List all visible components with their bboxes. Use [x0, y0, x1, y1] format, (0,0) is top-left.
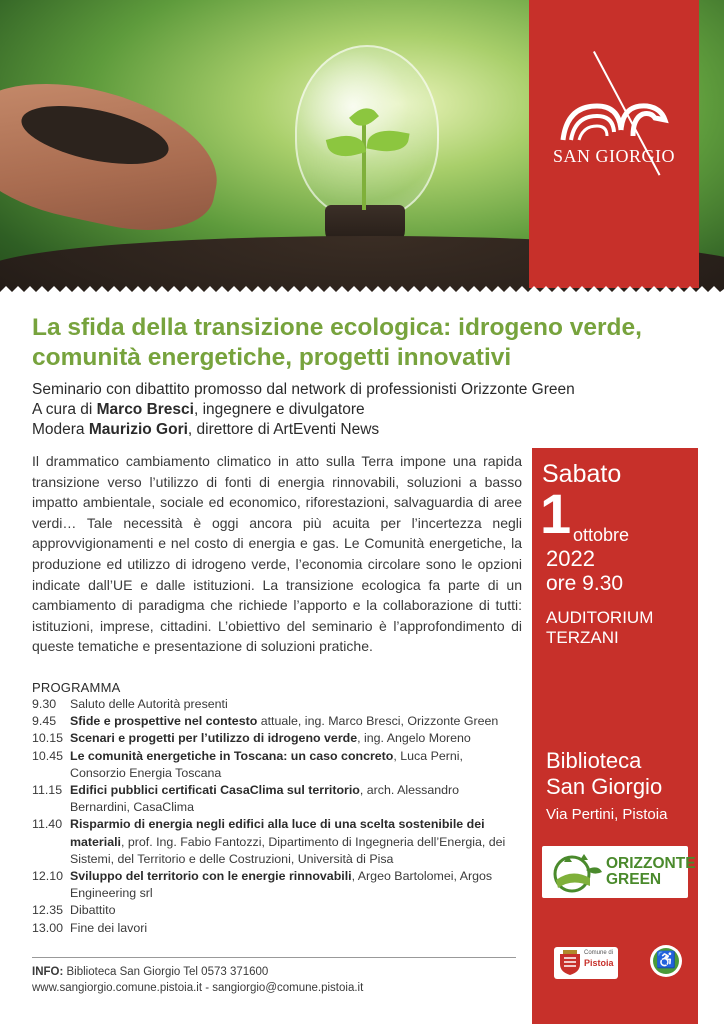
seminar-description: Seminario con dibattito promosso dal network di professionisti Orizzonte Green: [32, 381, 575, 398]
program-item: [32, 748, 522, 782]
comune-name: Pistoia: [584, 958, 614, 968]
program-topic: Sfide e prospettive nel contesto: [70, 714, 258, 729]
program-time: 9.30: [32, 697, 57, 711]
program-time: 12.10: [32, 869, 64, 884]
library-name: Biblioteca San Giorgio: [546, 748, 663, 799]
info-phone: Biblioteca San Giorgio Tel 0573 371600: [63, 966, 269, 978]
program-topic: Risparmio di energia negli edifici alla luce di una scelta sostenibile dei materiali: [70, 817, 485, 849]
info-block: [32, 964, 363, 996]
program-item: [32, 868, 522, 902]
program-speaker: Saluto delle Autorità presenti: [70, 697, 228, 711]
program-description: [70, 920, 522, 937]
event-details-panel: [532, 448, 698, 1024]
program-time: 11.40: [32, 817, 63, 832]
program-time: 11.15: [32, 783, 63, 798]
program-item: [32, 730, 522, 747]
library-address: Via Pertini, Pistoia: [546, 806, 668, 823]
program-topic: Scenari e progetti per l’utilizzo di idrogeno verde: [70, 731, 358, 746]
program-description: [70, 782, 522, 816]
curator-name: Marco Bresci: [96, 401, 194, 418]
program-description: [70, 816, 522, 868]
program-topic: Le comunità energetiche in Toscana: un caso concreto: [70, 748, 394, 763]
event-year: 2022: [546, 546, 595, 571]
info-label: INFO:: [32, 966, 64, 978]
zigzag-divider: [0, 280, 724, 300]
program-speaker: , arch. Alessandro Bernardini, CasaClima: [70, 783, 460, 815]
program-speaker: , ing. Angelo Moreno: [357, 731, 471, 746]
program-item: [32, 920, 522, 937]
partner-name-line1: ORIZZONTE: [606, 855, 696, 872]
program-time: 10.15: [32, 731, 64, 746]
brand-ribbon: [529, 0, 699, 288]
program-description: [70, 868, 522, 902]
footer-logos: [532, 943, 698, 983]
program-item: [32, 713, 522, 730]
program-time: 12.35: [32, 903, 64, 918]
program-time: 13.00: [32, 920, 64, 935]
program-heading: PROGRAMMA: [32, 680, 121, 695]
comune-label: Comune di: [584, 950, 614, 956]
program-speaker: , prof. Ing. Fabio Fantozzi, Dipartimento di Ingegneria dell’Energia, dei Sistemi, del Territorio e delle Costruzioni, Università di Pisa: [70, 834, 506, 866]
program-time: 10.45: [32, 748, 64, 763]
program-item: [32, 902, 522, 919]
event-day: Sabato: [542, 460, 622, 488]
program-description: [70, 748, 522, 782]
program-time: 9.45: [32, 714, 57, 729]
partner-name-line2: GREEN: [606, 871, 662, 888]
curator-line: A cura di Marco Bresci, ingegnere e divulgatore: [32, 401, 365, 418]
san-giorgio-logo-icon: [557, 96, 671, 146]
event-month: ottobre: [573, 525, 630, 545]
comune-pistoia-logo: [554, 947, 618, 979]
subheading-block: [32, 380, 712, 440]
program-description: [70, 696, 522, 713]
sprout-stem: [362, 120, 366, 210]
brand-name: SAN GIORGIO: [553, 146, 675, 166]
program-speaker: Fine dei lavori: [70, 920, 148, 935]
globe-leaf-icon: [546, 850, 606, 894]
program-topic: Sviluppo del territorio con le energie rinnovabili: [70, 869, 352, 884]
program-speaker: , Argeo Bartolomei, Argos Engineering srl: [70, 869, 493, 901]
accessibility-badge: [650, 945, 682, 977]
program-speaker: attuale, ing. Marco Bresci, Orizzonte Green: [257, 714, 499, 729]
moderator-name: Maurizio Gori: [88, 421, 188, 438]
program-description: [70, 902, 522, 919]
program-description: [70, 730, 522, 747]
program-list: [32, 696, 522, 937]
event-time: ore 9.30: [546, 572, 624, 595]
lightbulb-illustration: [295, 45, 439, 219]
program-speaker: Dibattito: [70, 903, 116, 918]
program-topic: Edifici pubblici certificati CasaClima sul territorio: [70, 783, 360, 798]
body-paragraph: Il drammatico cambiamento climatico in atto sulla Terra impone una rapida transizione verso l’utilizzo di fonti di energia rinnovabili, soluzioni a basso impatto ambientale, sociale ed economico, riforestazioni, salvaguardia di aree verdi… Tale necessità è oggi ancora più acuita per l’incertezza negli approvvigionamenti e nel costo di energia e gas. Le Comunità energetiche, la produzione ed utilizzo di idrogeno verde, l’economia circolare sono le opzioni indicate dall’UE e dalle istituzioni. La transizione ecologica fa parte di un cambiamento di paradigma che richiede l’apporto e la collaborazione di tutti: istituzioni, imprese, cittadini. L’obiettivo del seminario è l’approfondimento di queste tematiche e presentazione di soluzioni pratiche.: [32, 453, 522, 655]
page-title: La sfida della transizione ecologica: idrogeno verde, comunità energetiche, progetti innovativi: [32, 314, 642, 371]
orizzonte-green-logo: [542, 846, 696, 898]
program-description: [70, 713, 522, 730]
program-item: [32, 782, 522, 816]
pistoia-crest-icon: [558, 950, 582, 976]
info-contacts: www.sangiorgio.comune.pistoia.it - sangiorgio@comune.pistoia.it: [32, 982, 364, 994]
event-date-number: 1: [540, 482, 572, 545]
wheelchair-icon: ♿: [653, 948, 679, 974]
footer-divider: [32, 957, 516, 958]
event-venue: AUDITORIUM TERZANI: [546, 608, 654, 647]
moderator-line: Modera Maurizio Gori, direttore di ArtEventi News: [32, 421, 380, 438]
program-item: [32, 696, 522, 713]
program-speaker: , Luca Perni, Consorzio Energia Toscana: [70, 748, 463, 780]
program-item: [32, 816, 522, 868]
